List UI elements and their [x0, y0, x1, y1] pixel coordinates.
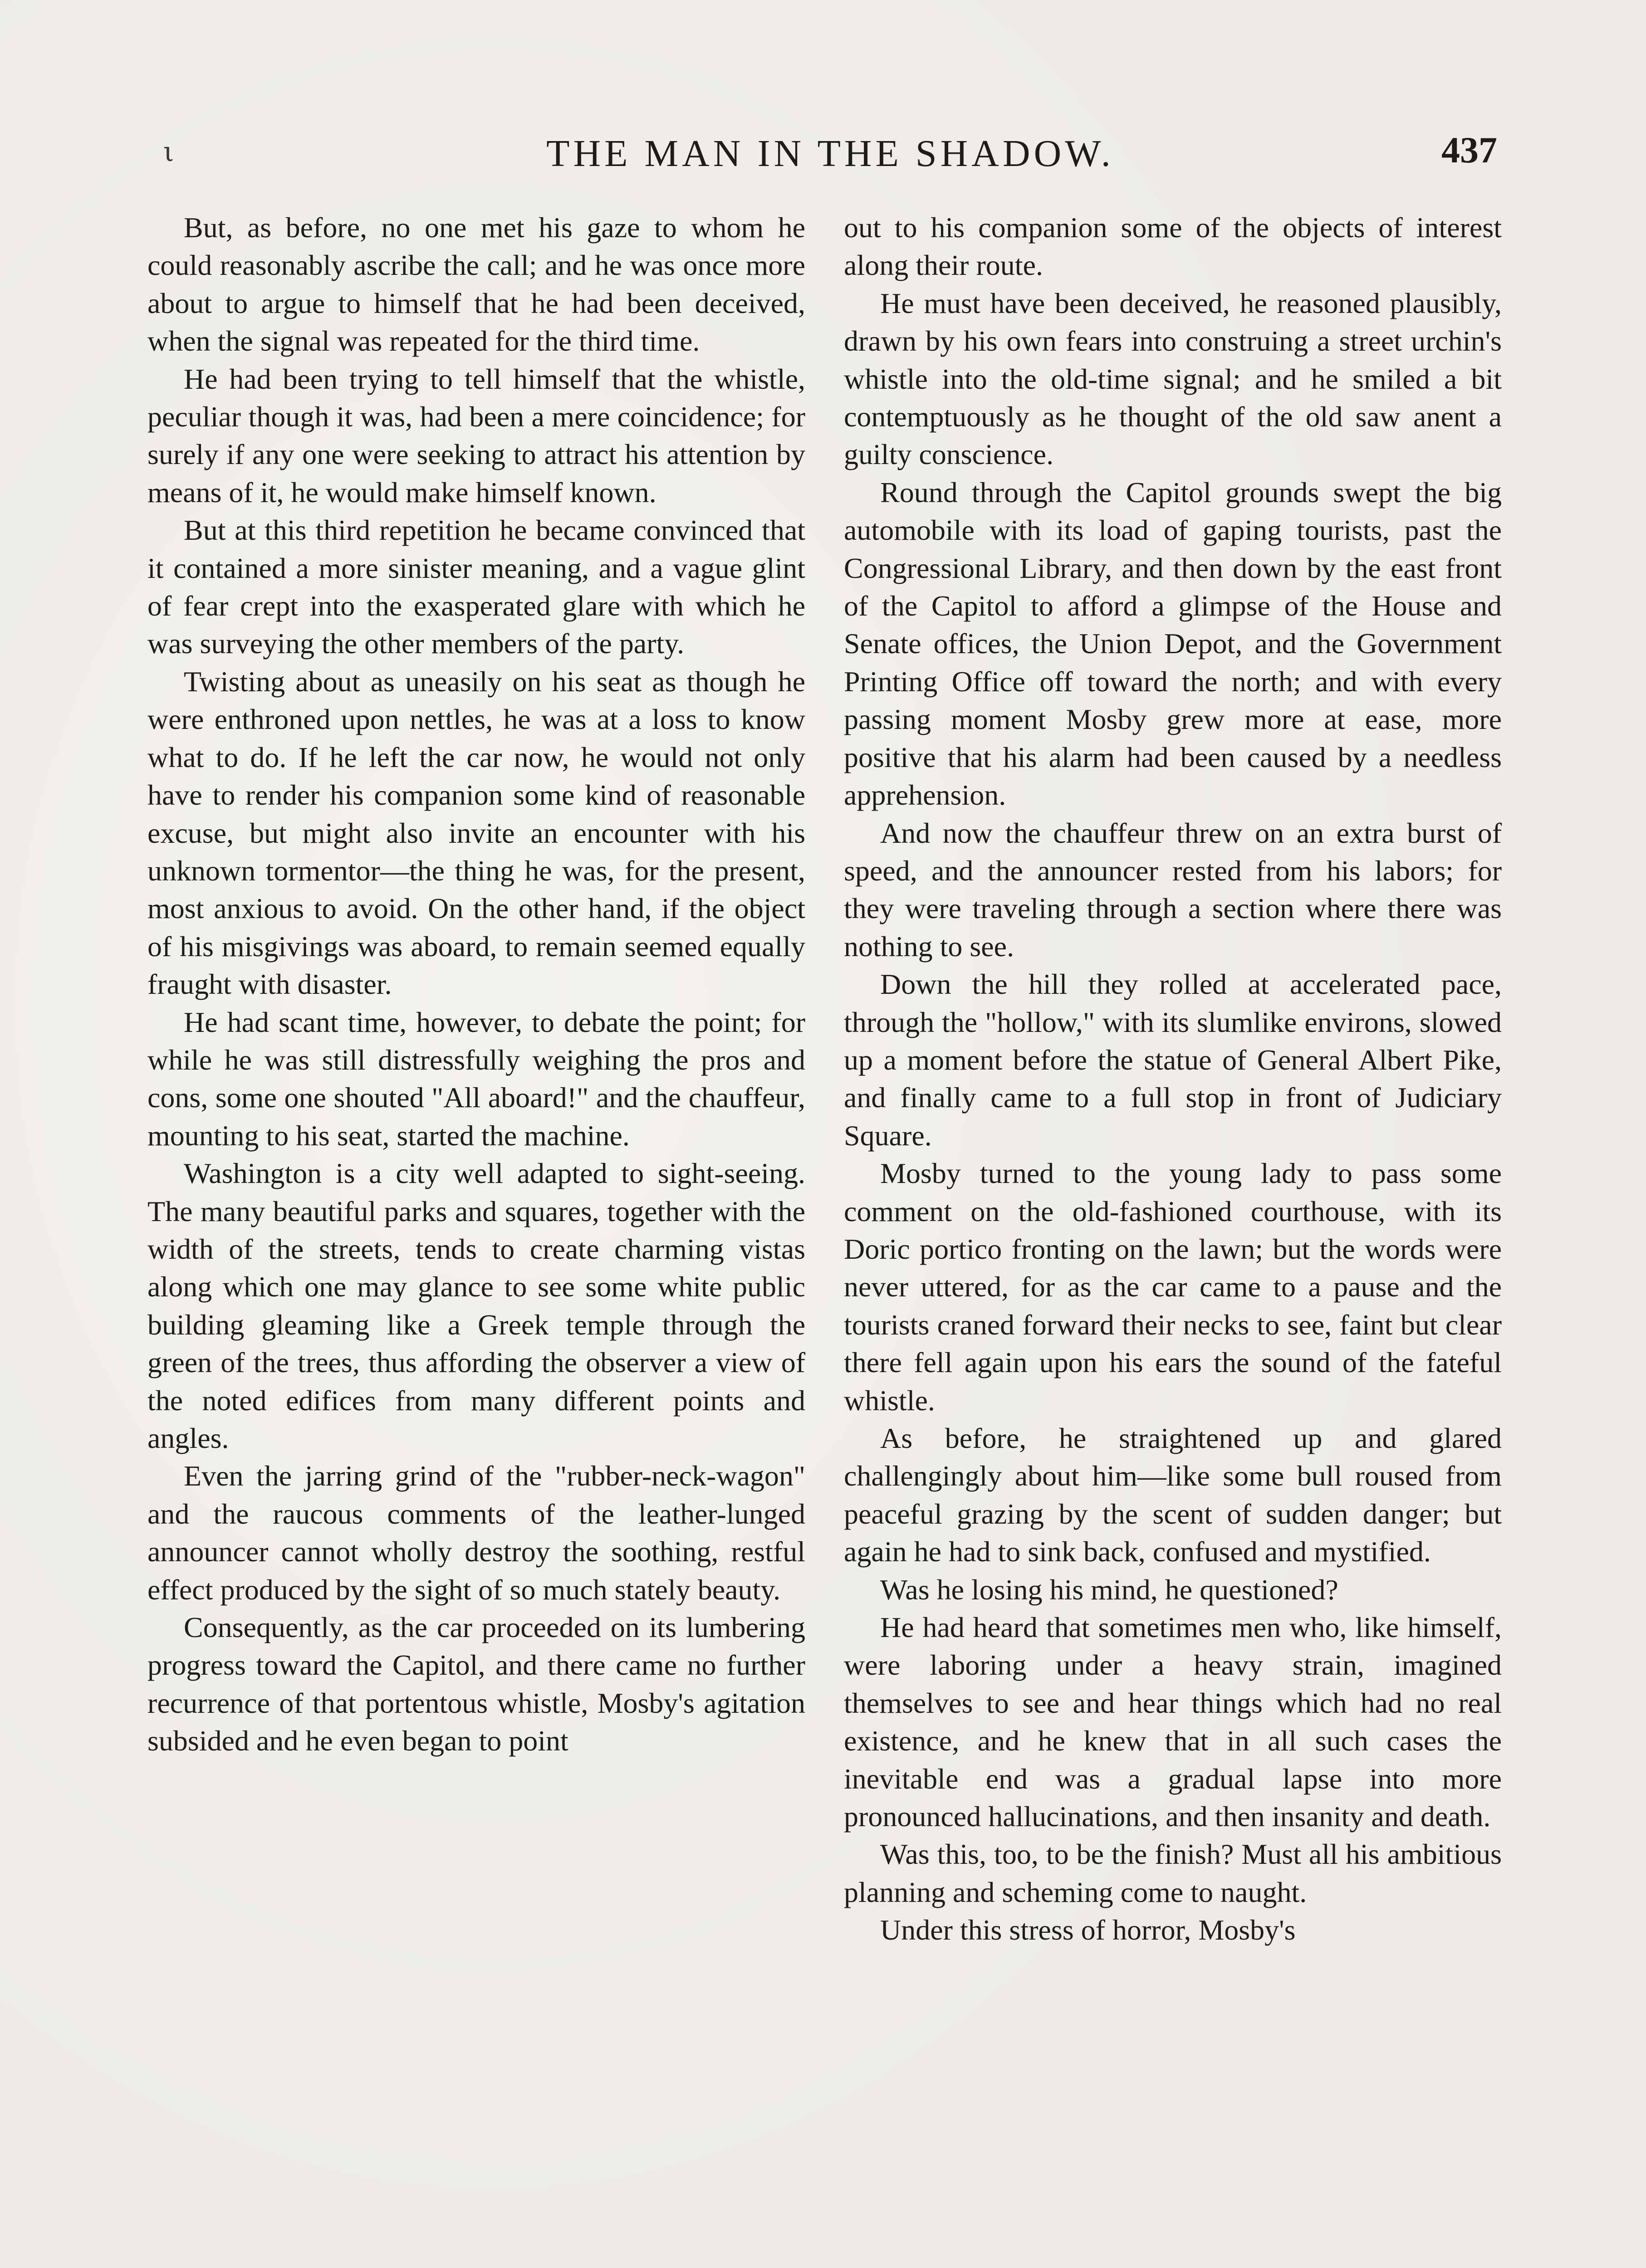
- paragraph: As before, he straightened up and glared challengingly about him—like some bull roused from peaceful grazing by the scent of sudden danger; but again he had to sink back, confused and mystified.: [844, 1422, 1502, 1568]
- paragraph: And now the chauffeur threw on an extra burst of speed, and the announcer rested from his labors; for they were traveling through a section where there was nothing to see.: [844, 816, 1502, 963]
- paragraph: He had scant time, however, to debate the point; for while he was still distressfully weighing the pros and cons, some one shouted "All aboard!" and the chauffeur, mounting to his seat, started the machine.: [147, 1006, 805, 1152]
- paragraph: out to his companion some of the objects of interest along their route.: [844, 211, 1502, 282]
- paragraph: Was this, too, to be the finish? Must all his ambitious planning and scheming come to naught.: [844, 1838, 1502, 1908]
- paragraph: Was he losing his mind, he questioned?: [880, 1573, 1338, 1606]
- paragraph: He must have been deceived, he reasoned plausibly, drawn by his own fears into construing a street urchin's whistle into the old-time signal; and he smiled a bit contemptuously as he thought of the old saw anent a guilty conscience.: [844, 287, 1502, 471]
- paragraph: Under this stress of horror, Mosby's: [880, 1914, 1296, 1946]
- paragraph: Twisting about as uneasily on his seat as though he were enthroned upon nettles, he was at a loss to know what to do. If he left the car now, he would not only have to render his companion some kind of reasonable excuse, but might also invite an encounter with his unknown tormentor—the thing he was, for the present, most anxious to avoid. On the other hand, if the object of his misgivings was aboard, to remain seemed equally fraught with disaster.: [147, 665, 805, 1001]
- right-column: [844, 209, 1502, 1949]
- left-column: [147, 209, 805, 1760]
- paragraph: Even the jarring grind of the "rubber-neck-wagon" and the raucous comments of the leather-lunged announcer cannot wholly destroy the soothing, restful effect produced by the sight of so much stately beauty.: [147, 1460, 805, 1606]
- text-columns: [147, 209, 1513, 2268]
- paragraph: Washington is a city well adapted to sight-seeing. The many beautiful parks and squares, together with the width of the streets, tends to create charming vistas along which one may glance to see some white public building gleaming like a Greek temple through the green of the trees, thus affording the observer a view of the noted edifices from many different points and angles.: [147, 1157, 805, 1454]
- header-mark: ι: [163, 136, 174, 168]
- running-title: THE MAN IN THE SHADOW.: [546, 132, 1114, 175]
- paragraph: Consequently, as the car proceeded on its lumbering progress toward the Capitol, and there came no further recurrence of that portentous whistle, Mosby's agitation subsided and he even began to point: [147, 1611, 805, 1757]
- paragraph: He had been trying to tell himself that the whistle, peculiar though it was, had been a mere coincidence; for surely if any one were seeking to attract his attention by means of it, he would make himself known.: [147, 362, 805, 508]
- paragraph: But at this third repetition he became convinced that it contained a more sinister meaning, and a vague glint of fear crept into the exasperated glare with which he was surveying the other members of the party.: [147, 514, 805, 660]
- paragraph: Round through the Capitol grounds swept the big automobile with its load of gaping tourists, past the Congressional Library, and then down by the east front of the Capitol to afford a glimpse of the House and Senate offices, the Union Depot, and the Government Printing Office off toward the north; and with every passing moment Mosby grew more at ease, more positive that his alarm had been caused by a needless apprehension.: [844, 476, 1502, 811]
- page-header: [150, 122, 1511, 186]
- paragraph: He had heard that sometimes men who, like himself, were laboring under a heavy strain, imagined themselves to see and hear things which had no real existence, and he knew that in all such cases the inevitable end was a gradual lapse into more pronounced hallucinations, and then insanity and death.: [844, 1611, 1502, 1833]
- page-number: 437: [1441, 129, 1497, 171]
- paragraph: But, as before, no one met his gaze to whom he could reasonably ascribe the call; and he was once more about to argue to himself that he had been deceived, when the signal was repeated for the third time.: [147, 211, 805, 357]
- paragraph: Mosby turned to the young lady to pass some comment on the old-fashioned courthouse, with its Doric portico fronting on the lawn; but the words were never uttered, for as the car came to a pause and the tourists craned forward their necks to see, faint but clear there fell again upon his ears the sound of the fateful whistle.: [844, 1157, 1502, 1417]
- paragraph: Down the hill they rolled at accelerated pace, through the "hollow," with its slumlike environs, slowed up a moment before the statue of General Albert Pike, and finally came to a full stop in front of Judiciary Square.: [844, 968, 1502, 1152]
